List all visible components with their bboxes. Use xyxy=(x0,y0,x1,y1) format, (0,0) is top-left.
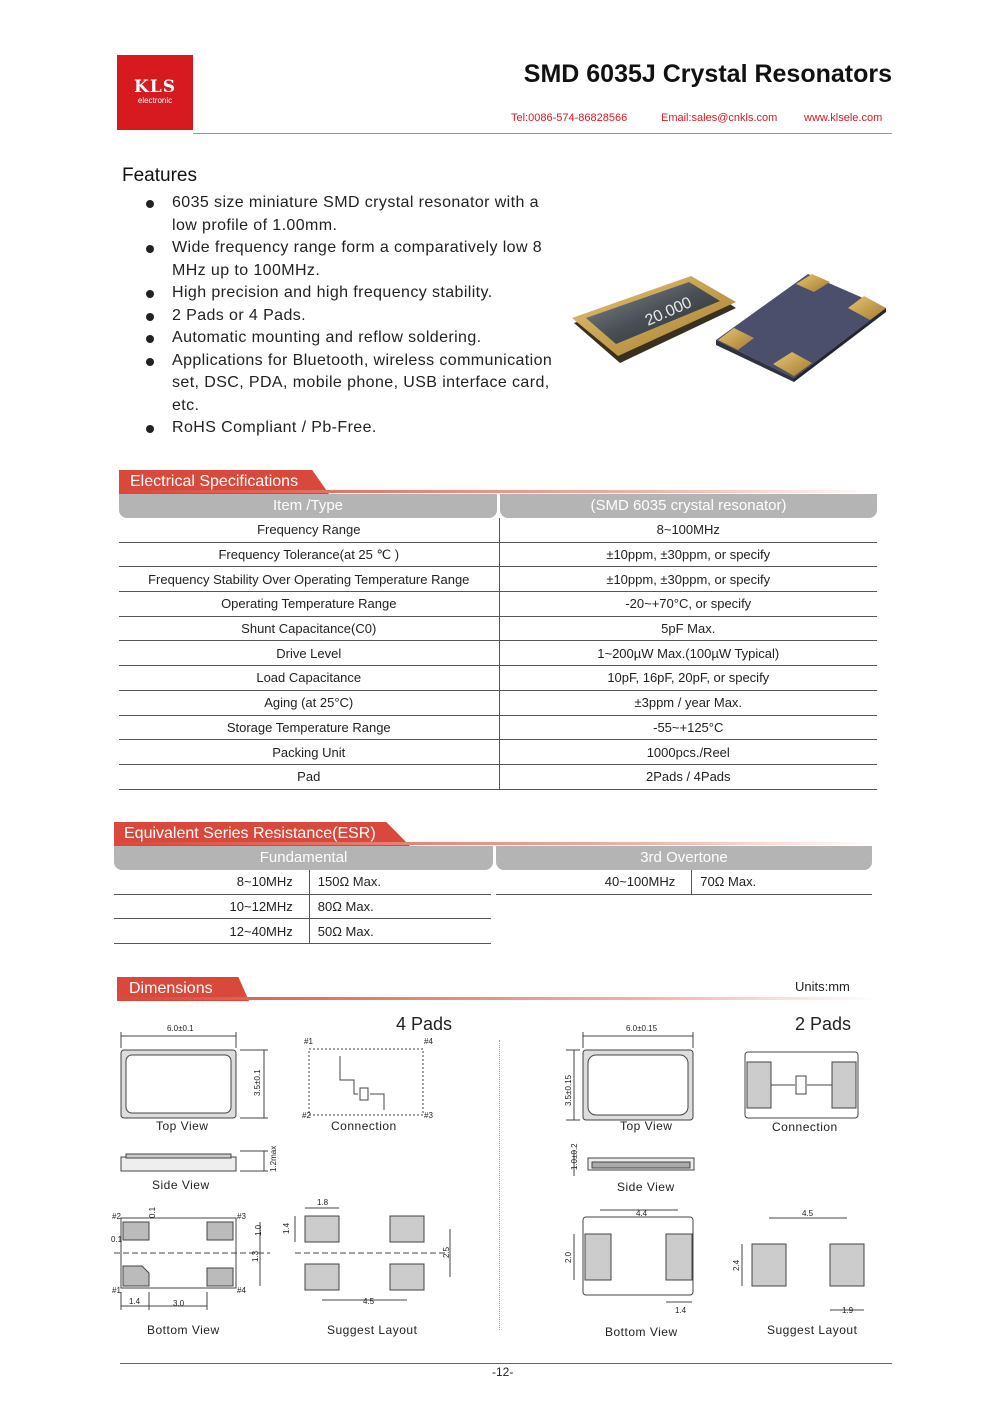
cell-value: 10pF, 16pF, 20pF, or specify xyxy=(499,666,877,691)
pin-label: #3 xyxy=(237,1212,246,1221)
cell-value: 1000pcs./Reel xyxy=(499,740,877,765)
cell-value: 2Pads / 4Pads xyxy=(499,764,877,789)
top-view-lid xyxy=(588,1055,688,1115)
table-row xyxy=(119,666,877,691)
table-row xyxy=(119,764,877,789)
table-row xyxy=(119,715,877,740)
cell-value: ±3ppm / year Max. xyxy=(499,690,877,715)
crystal-marking: 20.000 xyxy=(642,294,695,330)
two-top-view-label: Top View xyxy=(620,1119,673,1133)
feature-item: Applications for Bluetooth, wireless communication set, DSC, PDA, mobile phone, USB interface card, etc. xyxy=(146,350,566,418)
two-side-view-label: Side View xyxy=(617,1180,675,1194)
footer-divider xyxy=(120,1363,892,1364)
table-row xyxy=(119,542,877,567)
elec-col1-header: Item /Type xyxy=(119,494,497,518)
elec-col2-header: (SMD 6035 crystal resonator) xyxy=(500,494,877,518)
pin-label: #3 xyxy=(424,1111,433,1120)
cell-item: Packing Unit xyxy=(119,740,499,765)
cell-item: 12~40MHz xyxy=(114,919,309,944)
two-connection-label: Connection xyxy=(772,1120,838,1134)
header-divider xyxy=(193,133,892,134)
cell-item: Pad xyxy=(119,764,499,789)
logo-sub-text: electronic xyxy=(137,96,173,105)
table-row xyxy=(114,919,491,944)
cell-item: Frequency Range xyxy=(119,518,499,542)
features-list xyxy=(146,192,566,440)
table-row xyxy=(119,592,877,617)
dim-text: 1.2max xyxy=(269,1145,278,1172)
cell-item: Load Capacitance xyxy=(119,666,499,691)
cell-item: Operating Temperature Range xyxy=(119,592,499,617)
side-view-body xyxy=(121,1157,236,1171)
top-view-lid xyxy=(126,1055,231,1113)
dim-text: 4.5 xyxy=(363,1297,375,1306)
cell-value: 1~200µW Max.(100µW Typical) xyxy=(499,641,877,666)
dim-text: 1.4 xyxy=(675,1306,687,1315)
feature-item: 6035 size miniature SMD crystal resonator with a low profile of 1.00mm. xyxy=(146,192,566,237)
dim-text: 1.8 xyxy=(317,1198,329,1207)
cell-item: 40~100MHz xyxy=(496,870,692,894)
four-suggest-layout-label: Suggest Layout xyxy=(327,1323,418,1337)
four-side-view-label: Side View xyxy=(152,1178,210,1192)
esr-overtone-header: 3rd Overtone xyxy=(496,846,872,870)
dim-text: 6.0±0.1 xyxy=(167,1024,194,1033)
four-connection-label: Connection xyxy=(331,1119,397,1133)
dim-text: 1.4 xyxy=(282,1222,291,1234)
pin-label: #4 xyxy=(237,1286,246,1295)
dim-text: 1.0±0.2 xyxy=(570,1143,579,1170)
four-pads-title: 4 Pads xyxy=(396,1014,453,1034)
connection-crystal xyxy=(796,1076,806,1094)
bottom-pad xyxy=(207,1268,233,1286)
contact-email[interactable]: Email:sales@cnkls.com xyxy=(661,112,778,124)
cell-item: Storage Temperature Range xyxy=(119,715,499,740)
feature-item: Automatic mounting and reflow soldering. xyxy=(146,327,566,350)
contact-web[interactable]: www.klsele.com xyxy=(804,112,883,124)
bottom-pad xyxy=(123,1222,149,1240)
cell-item: 10~12MHz xyxy=(114,894,309,919)
connection-crystal xyxy=(360,1088,368,1100)
cell-value: ±10ppm, ±30ppm, or specify xyxy=(499,542,877,567)
cell-item: Aging (at 25°C) xyxy=(119,690,499,715)
connection-wires xyxy=(340,1056,384,1110)
two-bottom-view-label: Bottom View xyxy=(605,1325,678,1339)
feature-item: 2 Pads or 4 Pads. xyxy=(146,305,566,328)
dim-text: 1.9 xyxy=(842,1306,854,1315)
dim-text: 2.4 xyxy=(732,1259,741,1271)
dim-tab-line xyxy=(117,997,877,1000)
cell-value: 70Ω Max. xyxy=(692,870,872,894)
connection-outline xyxy=(309,1049,423,1115)
side-view-lid xyxy=(126,1154,231,1158)
bottom-pad xyxy=(585,1234,611,1280)
dim-text: 4.4 xyxy=(636,1209,648,1218)
product-photo xyxy=(568,268,888,383)
dim-text: 4.5 xyxy=(802,1209,814,1218)
pin-label: #1 xyxy=(304,1037,313,1046)
layout-pad xyxy=(390,1264,424,1290)
dim-text: 2.5 xyxy=(442,1246,451,1258)
contact-tel: Tel:0086-574-86828566 xyxy=(511,112,628,124)
cell-value: 80Ω Max. xyxy=(309,894,491,919)
layout-pad xyxy=(305,1264,339,1290)
dim-text: 3.0 xyxy=(173,1299,185,1308)
dim-text: 0.1 xyxy=(111,1235,123,1244)
cell-value: 5pF Max. xyxy=(499,616,877,641)
elec-spec-table xyxy=(119,518,877,790)
layout-pad xyxy=(752,1244,786,1286)
dim-text: 1.4 xyxy=(129,1297,141,1306)
cell-item: 8~10MHz xyxy=(114,870,309,894)
table-row xyxy=(119,518,877,542)
dim-text: 1.0 xyxy=(254,1224,263,1236)
layout-pad xyxy=(830,1244,864,1286)
bottom-pad xyxy=(207,1222,233,1240)
two-pads-title: 2 Pads xyxy=(795,1014,852,1034)
cell-value: -55~+125°C xyxy=(499,715,877,740)
connection-pad xyxy=(832,1062,856,1108)
cell-item: Shunt Capacitance(C0) xyxy=(119,616,499,641)
feature-item: High precision and high frequency stability. xyxy=(146,282,566,305)
esr-fundamental-table xyxy=(114,870,491,944)
logo-main-text: KLS xyxy=(133,77,176,97)
esr-fundamental-header: Fundamental xyxy=(114,846,493,870)
dim-text: 3.5±0.1 xyxy=(253,1069,262,1096)
layout-pad xyxy=(390,1216,424,1242)
dim-text: 0.1 xyxy=(148,1206,157,1218)
pin-label: #1 xyxy=(112,1286,121,1295)
table-row xyxy=(119,740,877,765)
table-row xyxy=(119,641,877,666)
elec-section-title: Electrical Specifications xyxy=(130,473,299,490)
feature-item: RoHS Compliant / Pb-Free. xyxy=(146,417,566,440)
table-row xyxy=(119,567,877,592)
page-title: SMD 6035J Crystal Resonators xyxy=(523,60,892,88)
side-view-lid xyxy=(592,1162,690,1168)
features-title: Features xyxy=(122,165,197,186)
cell-value: -20~+70°C, or specify xyxy=(499,592,877,617)
four-top-view-label: Top View xyxy=(156,1119,209,1133)
dim-section-title: Dimensions xyxy=(129,980,213,997)
table-row xyxy=(114,870,491,894)
bottom-pad xyxy=(666,1234,692,1280)
cell-value: 50Ω Max. xyxy=(309,919,491,944)
dim-text: 6.0±0.15 xyxy=(626,1024,658,1033)
table-row xyxy=(119,616,877,641)
dim-text: 2.0 xyxy=(564,1251,573,1263)
four-bottom-view-label: Bottom View xyxy=(147,1323,220,1337)
page-number: -12- xyxy=(492,1365,514,1379)
table-row xyxy=(119,690,877,715)
two-pads-drawings xyxy=(560,1020,890,1350)
connection-pad xyxy=(747,1062,771,1108)
dim-text: 3.5±0.15 xyxy=(564,1074,573,1106)
bottom-pad xyxy=(123,1266,149,1286)
layout-pad xyxy=(305,1216,339,1242)
dim-text: 1.3 xyxy=(251,1250,260,1262)
table-row xyxy=(496,870,872,894)
two-suggest-layout-label: Suggest Layout xyxy=(767,1323,858,1337)
cell-item: Frequency Tolerance(at 25 ℃ ) xyxy=(119,542,499,567)
cell-item: Drive Level xyxy=(119,641,499,666)
pin-label: #4 xyxy=(424,1037,433,1046)
dim-units: Units:mm xyxy=(795,979,850,994)
cell-item: Frequency Stability Over Operating Temperature Range xyxy=(119,567,499,592)
feature-item: Wide frequency range form a comparatively low 8 MHz up to 100MHz. xyxy=(146,237,566,282)
pin-label: #2 xyxy=(302,1111,311,1120)
cell-value: ±10ppm, ±30ppm, or specify xyxy=(499,567,877,592)
kls-logo xyxy=(117,55,193,130)
pin-label: #2 xyxy=(112,1212,121,1221)
esr-overtone-table xyxy=(496,870,872,895)
cell-value: 8~100MHz xyxy=(499,518,877,542)
table-row xyxy=(114,894,491,919)
esr-section-title: Equivalent Series Resistance(ESR) xyxy=(124,825,376,842)
cell-value: 150Ω Max. xyxy=(309,870,491,894)
